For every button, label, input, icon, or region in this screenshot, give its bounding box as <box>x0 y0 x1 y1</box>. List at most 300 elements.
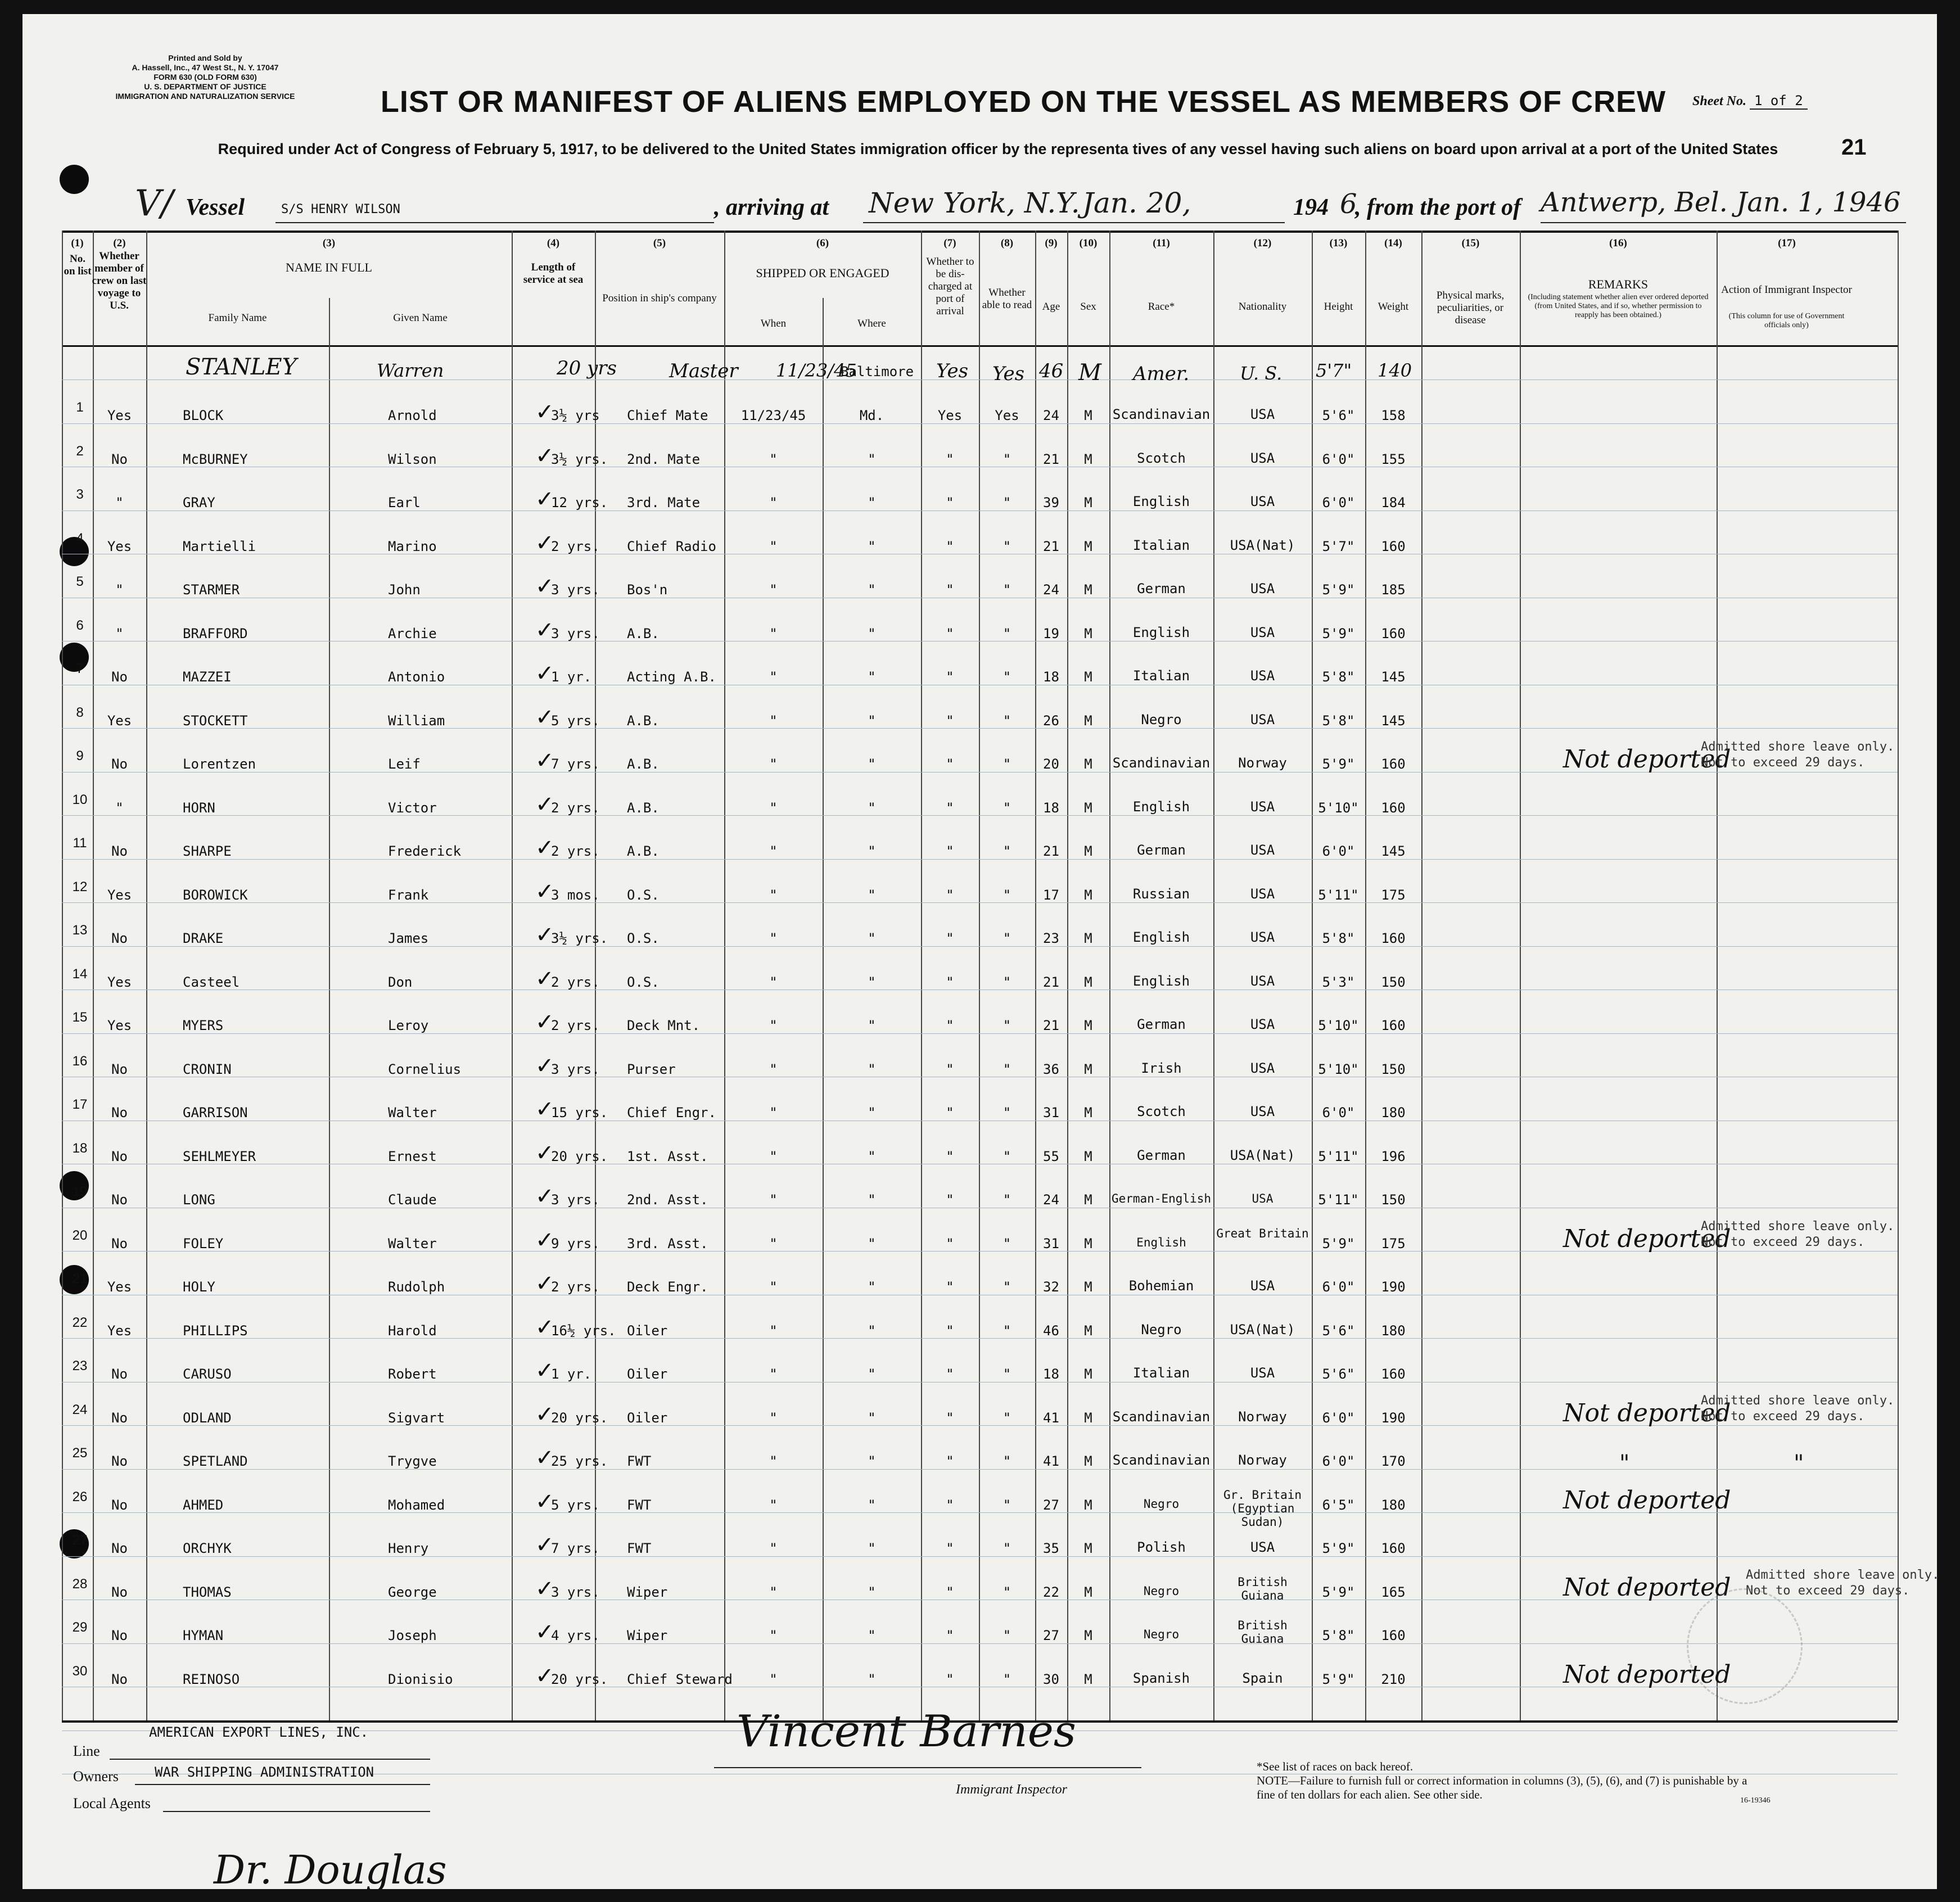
discharged-cell: " <box>946 1061 954 1077</box>
printer-line: U. S. DEPARTMENT OF JUSTICE <box>144 82 267 91</box>
col-num: (5) <box>653 237 666 249</box>
age-cell: 36 <box>1043 1061 1059 1077</box>
given-name-cell: Walter <box>388 1105 437 1121</box>
age-cell: 18 <box>1043 669 1059 685</box>
discharged-cell: " <box>946 451 954 467</box>
race-cell: German <box>1137 1016 1186 1032</box>
col-header-member: Whether member of crew on last voyage to U.S. <box>92 250 147 311</box>
member-cell: No <box>111 1366 128 1382</box>
printer-line: FORM 630 (OLD FORM 630) <box>153 73 257 82</box>
height-cell: 5'6" <box>1322 408 1355 423</box>
master-service: 20 yrs <box>557 357 617 380</box>
nationality-cell: USA <box>1250 842 1275 858</box>
weight-cell: 196 <box>1381 1148 1406 1164</box>
where-cell: " <box>868 1628 876 1643</box>
read-cell: " <box>1002 1497 1011 1513</box>
service-cell: 20 yrs. <box>551 1671 608 1687</box>
age-cell: 19 <box>1043 625 1059 641</box>
check-icon: ✓ <box>535 1183 554 1209</box>
row-number: 28 <box>72 1576 88 1592</box>
nationality-cell: USA <box>1250 798 1275 815</box>
family-name-cell: DRAKE <box>183 930 224 946</box>
height-cell: 5'8" <box>1322 930 1355 946</box>
service-cell: 2 yrs. <box>551 538 600 554</box>
sex-cell: M <box>1084 843 1092 859</box>
when-cell: " <box>769 930 778 946</box>
discharged-cell: " <box>946 1148 954 1164</box>
weight-cell: 160 <box>1381 930 1406 946</box>
master-when: 11/23/45 <box>776 360 857 381</box>
discharged-cell: " <box>946 1540 954 1556</box>
family-name-cell: SHARPE <box>183 843 232 859</box>
weight-cell: 160 <box>1381 1018 1406 1033</box>
service-cell: 20 yrs. <box>551 1409 608 1426</box>
height-cell: 5'9" <box>1322 756 1355 772</box>
service-cell: 12 yrs. <box>551 495 608 510</box>
height-cell: 5'9" <box>1322 1584 1355 1600</box>
height-cell: 6'0" <box>1322 1453 1355 1469</box>
given-name-cell: Antonio <box>388 669 445 685</box>
sex-cell: M <box>1084 1061 1092 1077</box>
weight-cell: 165 <box>1381 1584 1406 1600</box>
sex-cell: M <box>1084 756 1092 772</box>
discharged-cell: " <box>946 799 954 816</box>
position-cell: Chief Steward <box>627 1671 733 1687</box>
check-icon: ✓ <box>535 835 554 861</box>
age-cell: 27 <box>1043 1628 1059 1643</box>
col-header-shipped: SHIPPED OR ENGAGED <box>756 266 889 280</box>
family-name-cell: Casteel <box>183 974 240 990</box>
when-cell: " <box>769 1497 778 1513</box>
col-num: (8) <box>1000 237 1014 249</box>
height-cell: 5'11" <box>1318 887 1359 903</box>
manifest-page <box>22 14 1940 1893</box>
shore-leave-line: Admitted shore leave only. <box>1746 1567 1940 1582</box>
note-races: *See list of races on back hereof. <box>1257 1760 1413 1773</box>
printer-line: A. Hassell, Inc., 47 West St., N. Y. 17047 <box>132 63 279 72</box>
age-cell: 17 <box>1043 887 1059 903</box>
given-name-cell: Joseph <box>388 1628 437 1643</box>
where-cell: " <box>868 1497 876 1513</box>
master-read: Yes <box>992 363 1025 385</box>
check-icon: ✓ <box>535 878 554 905</box>
family-name-cell: SPETLAND <box>183 1453 248 1469</box>
race-cell: Scotch <box>1137 450 1186 466</box>
vessel-mark: V/ <box>135 183 173 224</box>
height-cell: 5'9" <box>1322 1235 1355 1252</box>
service-cell: 25 yrs. <box>551 1453 608 1469</box>
col-header-position: Position in ship's company <box>602 292 717 304</box>
check-icon: ✓ <box>535 748 554 774</box>
race-cell: Irish <box>1141 1060 1182 1076</box>
given-name-cell: Leif <box>388 756 421 772</box>
remark-shore-leave <box>1746 1567 1939 1599</box>
row-number: 11 <box>73 835 87 851</box>
family-name-cell: STOCKETT <box>183 712 248 729</box>
read-cell: " <box>1002 1192 1011 1208</box>
remark-not-deported: Not deported <box>1563 1398 1731 1427</box>
inspection-stamp <box>1687 1588 1803 1704</box>
sex-cell: M <box>1084 538 1092 554</box>
remark-not-deported: Not deported <box>1563 1485 1731 1515</box>
member-cell: No <box>111 1148 128 1164</box>
position-cell: A.B. <box>627 756 660 772</box>
age-cell: 26 <box>1043 712 1059 729</box>
remark-shore-leave <box>1701 1393 1894 1425</box>
sex-cell: M <box>1084 799 1092 816</box>
read-cell: " <box>1002 1279 1011 1295</box>
age-cell: 35 <box>1043 1540 1059 1556</box>
race-cell: German <box>1137 581 1186 597</box>
discharged-cell: " <box>946 712 954 729</box>
master-where: Baltimore <box>841 364 914 380</box>
where-cell: " <box>868 1409 876 1426</box>
height-cell: 6'0" <box>1322 1409 1355 1426</box>
age-cell: 21 <box>1043 451 1059 467</box>
discharged-cell: " <box>946 669 954 685</box>
row-number: 17 <box>72 1097 88 1112</box>
nationality-cell: USA <box>1250 581 1275 597</box>
check-icon: ✓ <box>535 1140 554 1166</box>
remark-ditto: " <box>1794 1451 1804 1476</box>
year-suffix: 6 <box>1340 188 1357 220</box>
row-number: 24 <box>72 1402 88 1417</box>
discharged-cell: " <box>946 887 954 903</box>
check-icon: ✓ <box>535 1227 554 1253</box>
sheet-label: Sheet No. <box>1692 94 1746 109</box>
nationality-cell: USA <box>1250 668 1275 684</box>
weight-cell: 150 <box>1381 974 1406 990</box>
row-number: 18 <box>72 1140 88 1156</box>
check-icon: ✓ <box>535 1532 554 1558</box>
read-cell: " <box>1002 930 1011 946</box>
check-icon: ✓ <box>535 530 554 556</box>
read-cell: " <box>1002 1148 1011 1164</box>
service-cell: 5 yrs. <box>551 712 600 729</box>
sex-cell: M <box>1084 1628 1092 1643</box>
remark-shore-leave <box>1701 739 1894 771</box>
check-icon: ✓ <box>535 965 554 992</box>
family-name-cell: STARMER <box>183 582 240 598</box>
discharged-cell: " <box>946 1105 954 1121</box>
row-number: 29 <box>72 1620 88 1635</box>
read-cell: " <box>1002 1540 1011 1556</box>
col-header-remarks: REMARKS <box>1588 277 1649 291</box>
weight-cell: 160 <box>1381 1628 1406 1643</box>
family-name-cell: PHILLIPS <box>183 1322 248 1339</box>
weight-cell: 185 <box>1381 582 1406 598</box>
where-cell: " <box>868 1148 876 1164</box>
remark-not-deported: Not deported <box>1563 1573 1731 1602</box>
service-cell: 3 yrs. <box>551 1192 600 1208</box>
check-icon: ✓ <box>535 442 554 469</box>
check-icon: ✓ <box>535 1619 554 1645</box>
service-cell: 16½ yrs. <box>551 1322 616 1339</box>
nationality-cell: USA <box>1250 1104 1275 1119</box>
weight-cell: 175 <box>1381 1235 1406 1252</box>
row-number: 5 <box>76 574 84 589</box>
where-cell: " <box>868 756 876 772</box>
service-cell: 1 yr. <box>551 1366 592 1382</box>
column-divider <box>329 298 330 1720</box>
row-number: 30 <box>72 1663 88 1679</box>
sex-cell: M <box>1084 1540 1092 1556</box>
check-icon: ✓ <box>535 922 554 948</box>
member-cell: No <box>111 1409 128 1426</box>
read-cell: " <box>1002 887 1011 903</box>
row-number: 22 <box>72 1314 88 1330</box>
col-num: (4) <box>547 237 560 249</box>
member-cell: No <box>111 1584 128 1600</box>
discharged-cell: " <box>946 1322 954 1339</box>
col-header-nationality: Nationality <box>1238 301 1287 313</box>
where-cell: " <box>868 582 876 598</box>
discharged-cell: " <box>946 1235 954 1252</box>
check-icon: ✓ <box>535 1096 554 1122</box>
nationality-cell: British Guiana <box>1238 1575 1288 1602</box>
position-cell: O.S. <box>627 887 660 903</box>
race-cell: English <box>1132 798 1190 815</box>
given-name-cell: Frank <box>388 887 429 903</box>
age-cell: 24 <box>1043 1192 1059 1208</box>
shore-leave-limit: Not to exceed 29 days. <box>1701 1235 1865 1249</box>
check-icon: ✓ <box>535 1662 554 1689</box>
family-name-cell: FOLEY <box>183 1235 224 1252</box>
race-cell: Spanish <box>1132 1670 1190 1686</box>
service-cell: 3½ yrs. <box>551 930 608 946</box>
age-cell: 21 <box>1043 1018 1059 1033</box>
given-name-cell: Harold <box>388 1322 437 1339</box>
col-header-weight: Weight <box>1378 301 1409 313</box>
check-icon: ✓ <box>535 617 554 643</box>
where-cell: " <box>868 538 876 554</box>
check-icon: ✓ <box>535 791 554 817</box>
agents-label: Local Agents <box>73 1795 151 1811</box>
given-name-cell: Sigvart <box>388 1409 445 1426</box>
row-number: 10 <box>72 792 88 807</box>
weight-cell: 155 <box>1381 451 1406 467</box>
race-cell: Negro <box>1141 711 1182 728</box>
col-header-height: Height <box>1324 301 1353 313</box>
when-cell: " <box>769 1061 778 1077</box>
discharged-cell: " <box>946 930 954 946</box>
row-number: 23 <box>72 1358 88 1374</box>
nationality-cell: USA <box>1250 929 1275 945</box>
member-cell: " <box>115 625 124 641</box>
age-cell: 23 <box>1043 930 1059 946</box>
when-cell: " <box>769 582 778 598</box>
when-cell: " <box>769 1366 778 1382</box>
when-cell: " <box>769 669 778 685</box>
where-cell: " <box>868 495 876 510</box>
height-cell: 5'9" <box>1322 1540 1355 1556</box>
family-name-cell: AHMED <box>183 1497 224 1513</box>
when-cell: " <box>769 1671 778 1687</box>
position-cell: 1st. Asst. <box>627 1148 708 1164</box>
weight-cell: 190 <box>1381 1279 1406 1295</box>
owners-label: Owners <box>73 1768 119 1784</box>
height-cell: 5'11" <box>1318 1148 1359 1164</box>
age-cell: 27 <box>1043 1497 1059 1513</box>
column-divider <box>512 231 513 1720</box>
discharged-cell: " <box>946 1671 954 1687</box>
when-cell: " <box>769 1322 778 1339</box>
member-cell: Yes <box>107 974 132 990</box>
height-cell: 5'8" <box>1322 669 1355 685</box>
age-cell: 46 <box>1043 1322 1059 1339</box>
height-cell: 6'0" <box>1322 1105 1355 1121</box>
col-header-discharged: Whether to be dis-charged at port of arrival <box>926 256 974 317</box>
discharged-cell: " <box>946 1584 954 1600</box>
footer-note <box>1257 1760 1763 1802</box>
race-cell: Scandinavian <box>1112 1452 1211 1468</box>
race-cell: Scotch <box>1137 1104 1186 1119</box>
when-cell: " <box>769 799 778 816</box>
family-name-cell: ODLAND <box>183 1409 232 1426</box>
row-number: 21 <box>72 1271 88 1286</box>
weight-cell: 160 <box>1381 538 1406 554</box>
shore-leave-line: Admitted shore leave only. <box>1701 1393 1895 1408</box>
given-name-cell: Dionisio <box>388 1671 453 1687</box>
position-cell: Oiler <box>627 1366 668 1382</box>
col-num: (11) <box>1153 237 1170 249</box>
family-name-cell: THOMAS <box>183 1584 232 1600</box>
col-num: (14) <box>1384 237 1402 249</box>
sex-cell: M <box>1084 1366 1092 1382</box>
check-icon: ✓ <box>535 1009 554 1035</box>
race-cell: Scandinavian <box>1112 1408 1211 1425</box>
col-num: (6) <box>816 237 829 249</box>
height-cell: 5'7" <box>1322 538 1355 554</box>
col-header-service: Length of service at sea <box>523 261 584 286</box>
member-cell: " <box>115 495 124 510</box>
check-icon: ✓ <box>535 1445 554 1471</box>
discharged-cell: " <box>946 1018 954 1033</box>
family-name-cell: REINOSO <box>183 1671 240 1687</box>
member-cell: No <box>111 1192 128 1208</box>
member-cell: Yes <box>107 1018 132 1033</box>
check-icon: ✓ <box>535 1052 554 1079</box>
read-cell: " <box>1002 538 1011 554</box>
when-cell: " <box>769 625 778 641</box>
nationality-cell: USA <box>1250 886 1275 902</box>
nationality-cell: British Guiana <box>1238 1619 1288 1646</box>
read-cell: " <box>1002 1409 1011 1426</box>
from-label: , from the port of <box>1355 195 1521 220</box>
sex-cell: M <box>1084 451 1092 467</box>
nationality-cell: Spain <box>1242 1670 1283 1686</box>
given-name-cell: Mohamed <box>388 1497 445 1513</box>
member-cell: No <box>111 756 128 772</box>
position-cell: O.S. <box>627 974 660 990</box>
col-num: (2) <box>113 237 126 249</box>
punch-hole <box>60 165 89 194</box>
position-cell: Wiper <box>627 1628 668 1643</box>
read-cell: " <box>1002 1584 1011 1600</box>
age-cell: 18 <box>1043 1366 1059 1382</box>
master-family: STANLEY <box>186 354 297 380</box>
row-number: 13 <box>72 923 88 938</box>
col-num: (12) <box>1253 237 1272 249</box>
row-number: 7 <box>76 661 84 676</box>
given-name-cell: Rudolph <box>388 1279 445 1295</box>
height-cell: 5'6" <box>1322 1322 1355 1339</box>
when-cell: " <box>769 1192 778 1208</box>
weight-cell: 210 <box>1381 1671 1406 1687</box>
sex-cell: M <box>1084 1497 1092 1513</box>
col-header-name: NAME IN FULL <box>286 260 372 274</box>
member-cell: Yes <box>107 712 132 729</box>
given-name-cell: Don <box>388 974 413 990</box>
column-divider <box>146 231 147 1720</box>
where-cell: " <box>868 930 876 946</box>
master-weight: 140 <box>1378 360 1412 381</box>
given-name-cell: Trygve <box>388 1453 437 1469</box>
where-cell: " <box>868 1279 876 1295</box>
column-divider <box>1421 231 1422 1720</box>
position-cell: A.B. <box>627 625 660 641</box>
weight-cell: 160 <box>1381 1540 1406 1556</box>
read-cell: " <box>1002 582 1011 598</box>
col-num: (9) <box>1045 237 1058 249</box>
sex-cell: M <box>1084 1671 1092 1687</box>
sex-cell: M <box>1084 1192 1092 1208</box>
position-cell: 3rd. Mate <box>627 495 701 510</box>
height-cell: 5'11" <box>1318 1192 1359 1208</box>
given-name-cell: Victor <box>388 799 437 816</box>
sex-cell: M <box>1084 1409 1092 1426</box>
nationality-cell: USA <box>1250 1060 1275 1076</box>
col-header-race: Race* <box>1148 301 1175 313</box>
row-number: 8 <box>76 704 84 720</box>
height-cell: 5'8" <box>1322 712 1355 729</box>
nationality-cell: USA <box>1250 1539 1275 1555</box>
row-number: 25 <box>72 1445 88 1461</box>
position-cell: Deck Mnt. <box>627 1018 701 1033</box>
when-cell: " <box>769 451 778 467</box>
sex-cell: M <box>1084 1148 1092 1164</box>
member-cell: No <box>111 1540 128 1556</box>
where-cell: " <box>868 1061 876 1077</box>
family-name-cell: BRAFFORD <box>183 625 248 641</box>
where-cell: " <box>868 843 876 859</box>
year-prefix: 194 <box>1293 195 1329 220</box>
check-icon: ✓ <box>535 399 554 425</box>
service-cell: 1 yr. <box>551 669 592 685</box>
read-cell: " <box>1002 495 1011 510</box>
given-name-cell: Archie <box>388 625 437 641</box>
printer-imprint <box>45 53 365 101</box>
when-cell: " <box>769 1105 778 1121</box>
sex-cell: M <box>1084 1453 1092 1469</box>
given-name-cell: Earl <box>388 495 421 510</box>
discharged-cell: " <box>946 1366 954 1382</box>
document-title: LIST OR MANIFEST OF ALIENS EMPLOYED ON THE VESSEL AS MEMBERS OF CREW <box>380 85 1667 119</box>
check-icon: ✓ <box>535 1358 554 1384</box>
position-cell: FWT <box>627 1453 652 1469</box>
column-divider <box>1520 231 1521 1720</box>
age-cell: 32 <box>1043 1279 1059 1295</box>
discharged-cell: " <box>946 1497 954 1513</box>
weight-cell: 180 <box>1381 1322 1406 1339</box>
race-cell: English <box>1132 494 1190 509</box>
where-cell: " <box>868 625 876 641</box>
given-name-cell: Robert <box>388 1366 437 1382</box>
col-num: (15) <box>1461 237 1480 249</box>
height-cell: 5'10" <box>1318 1061 1359 1077</box>
service-cell: 20 yrs. <box>551 1148 608 1164</box>
height-cell: 6'0" <box>1322 495 1355 510</box>
